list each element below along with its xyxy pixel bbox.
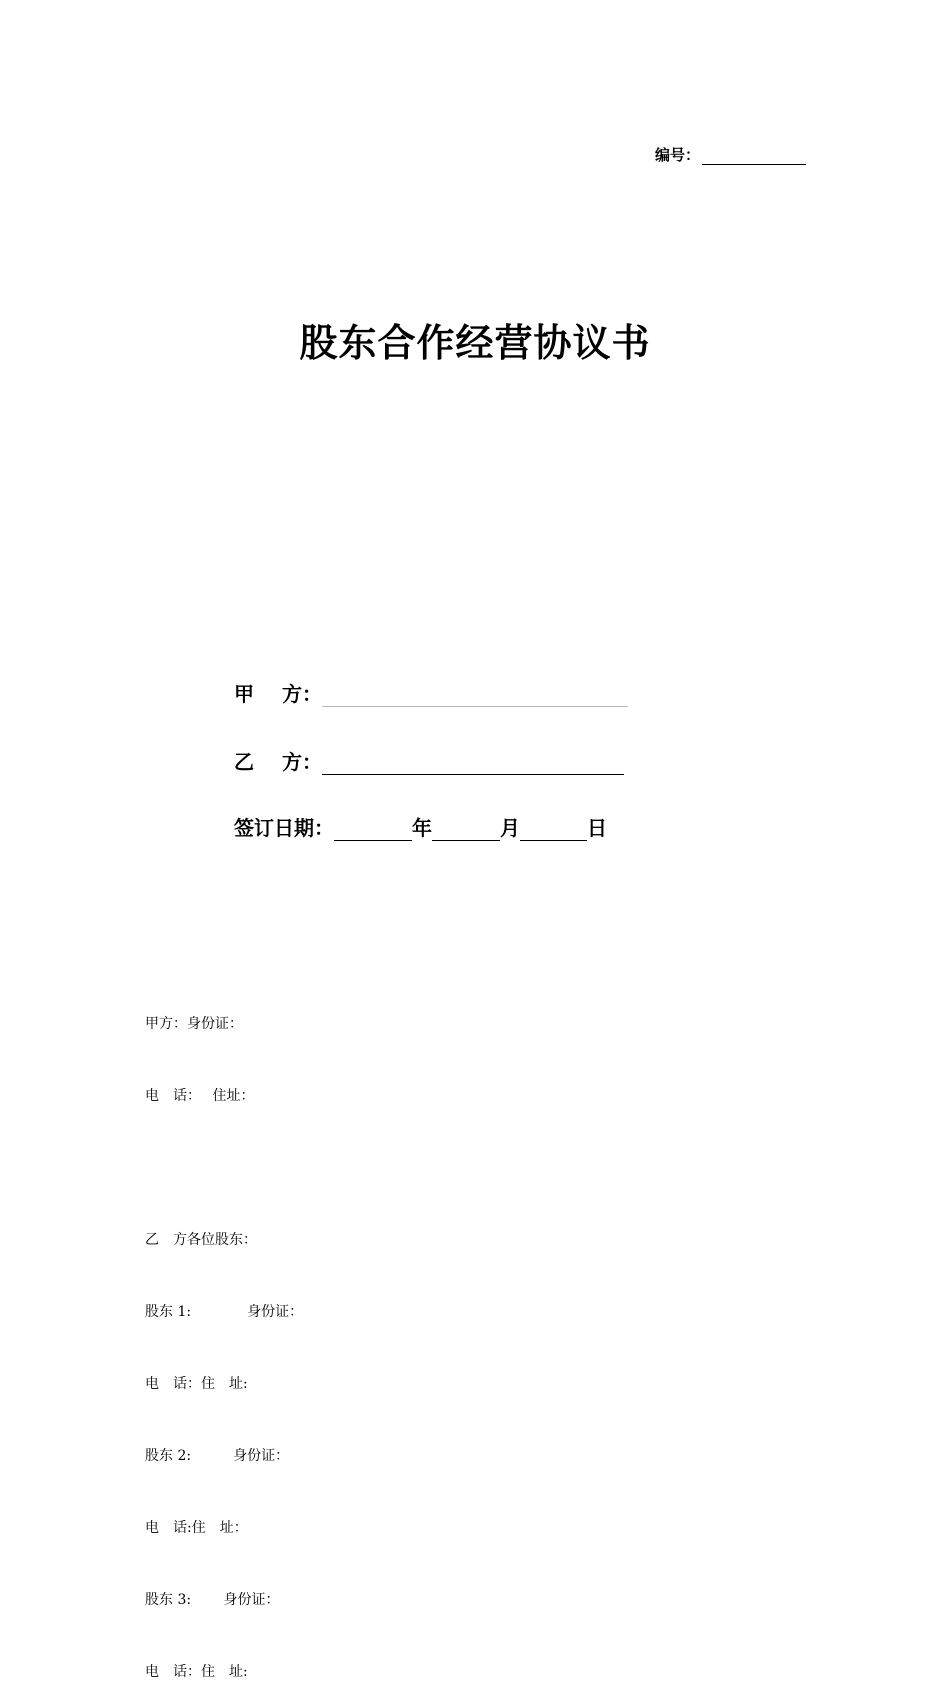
- sign-month-label: 月: [500, 816, 520, 840]
- serial-number-field: [655, 144, 806, 165]
- shareholder-3-contact-line: 电 话：住 址:: [145, 1664, 248, 1680]
- serial-number-label: 编号：: [655, 146, 701, 164]
- sign-year-label: 年: [412, 816, 432, 840]
- sign-date-field: [234, 812, 607, 841]
- party-b-field: [234, 746, 624, 775]
- shareholder-2-line: 股东 2: 身份证：: [145, 1448, 290, 1464]
- party-a-field: [234, 678, 628, 707]
- party-details: [145, 964, 303, 1708]
- spacer: [145, 1156, 303, 1180]
- shareholder-1-contact-line: 电 话：住 址:: [145, 1376, 248, 1392]
- party-a-id-line: 甲方：身份证：: [145, 1016, 243, 1032]
- shareholder-2-contact-line: 电 话:住 址：: [145, 1520, 248, 1536]
- shareholder-3-line: 股东 3: 身份证：: [145, 1592, 280, 1608]
- sign-day-label: 日: [587, 816, 607, 840]
- sign-month-blank[interactable]: [432, 816, 500, 841]
- party-b-label-char: 乙: [234, 750, 254, 774]
- sign-year-blank[interactable]: [334, 816, 412, 841]
- sign-date-label: 签订日期：: [234, 816, 334, 840]
- party-a-label-char: 甲: [234, 682, 254, 706]
- shareholder-1-line: 股东 1: 身份证：: [145, 1304, 304, 1320]
- serial-number-blank[interactable]: [702, 147, 806, 165]
- party-b-label-suffix: 方：: [282, 750, 322, 774]
- document-title: 股东合作经营协议书: [299, 321, 651, 365]
- sign-day-blank[interactable]: [520, 816, 587, 841]
- party-b-label: [234, 746, 322, 775]
- party-b-header-line: 乙 方各位股东：: [145, 1232, 257, 1248]
- party-a-label-suffix: 方：: [282, 682, 322, 706]
- party-b-blank[interactable]: [322, 750, 624, 775]
- party-a-blank[interactable]: [322, 682, 628, 707]
- party-a-contact-line: 电 话： 住址：: [145, 1088, 255, 1104]
- party-a-label: [234, 678, 322, 707]
